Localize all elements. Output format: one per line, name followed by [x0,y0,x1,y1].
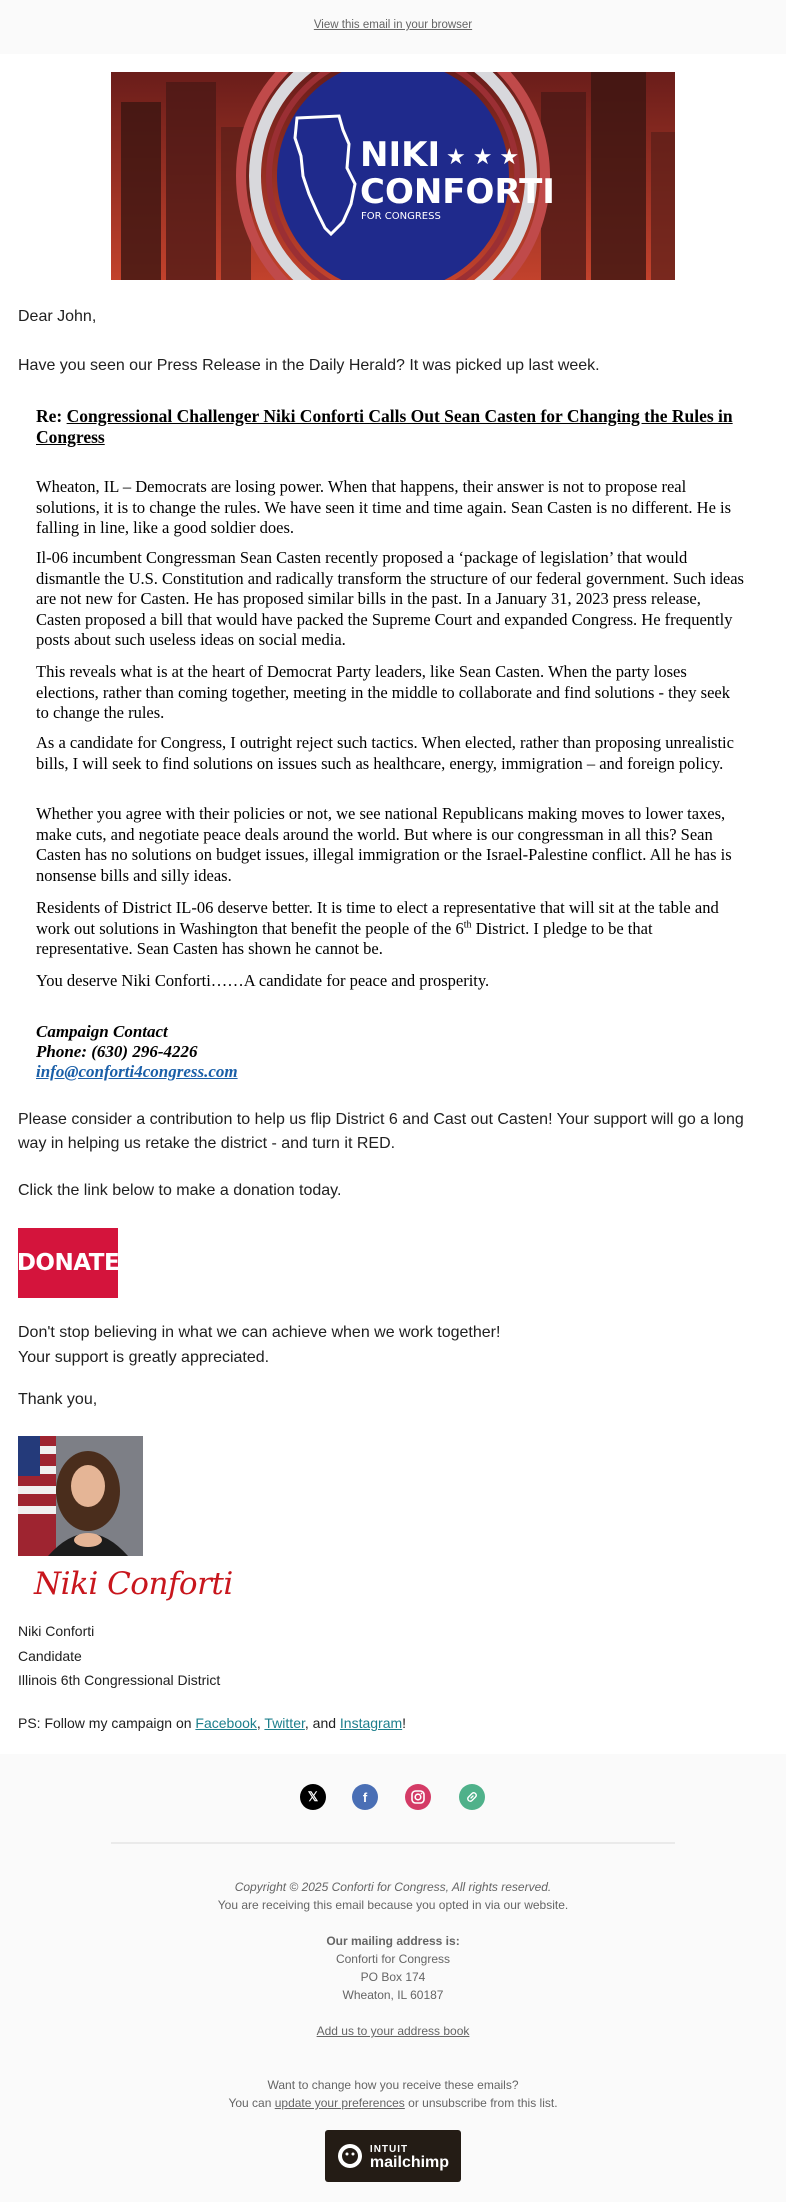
donate-button[interactable] [18,1228,118,1298]
candidate-photo [18,1436,143,1556]
address-line: Conforti for Congress [335,1952,451,1966]
ps-suffix: ! [402,1715,407,1731]
change-prompt-text: Want to change how you receive these emails? [267,2078,519,2092]
mailchimp-icon [337,2143,363,2169]
mailchimp-top: INTUIT [369,2144,409,2155]
signer-district: Illinois 6th Congressional District [18,1672,221,1688]
instagram-link[interactable]: Instagram [339,1715,403,1731]
click-link-text: Click the link below to make a donation today. [18,1182,342,1199]
believing-text: Don't stop believing in what we can achieve when we work together! [18,1324,501,1341]
thank-you-text: Thank you, [18,1391,98,1408]
contact-email-link[interactable]: info@conforti4congress.com [36,1062,238,1081]
ps-sep2: , and [304,1715,340,1731]
banner-tagline: FOR CONGRESS [361,211,441,222]
view-in-browser-bar [0,0,786,54]
mailchimp-badge[interactable] [325,2130,461,2182]
address-line: PO Box 174 [360,1970,426,1984]
footer-divider [111,1842,675,1844]
banner-graphic [111,72,675,280]
campaign-contact [36,1022,238,1082]
ps-prefix: PS: Follow my campaign on [18,1715,196,1731]
press-paragraph: You deserve Niki Conforti……A candidate for peace and prosperity. [36,971,490,990]
address-line: Wheaton, IL 60187 [342,1988,444,2002]
ps-line [18,1714,406,1732]
facebook-link[interactable]: Facebook [195,1715,257,1731]
banner-name-line2: CONFORTI [360,172,555,212]
contribution-text: Please consider a contribution to help us flip District 6 and Cast out Casten! Your support will go a long way in helping us retake the district - and turn it RED. [18,1111,744,1152]
ps-sep1: , [256,1715,265,1731]
preferences-line [0,2094,786,2112]
add-address-book-row [0,2022,786,2040]
you-can-text: You can [228,2096,275,2110]
update-preferences-link[interactable]: update your preferences [274,2096,405,2110]
mailchimp-wordmark [370,2143,449,2169]
facebook-icon[interactable]: f [352,1784,378,1810]
campaign-banner [111,72,675,280]
x-icon[interactable]: 𝕏 [300,1784,326,1810]
residents-before: Residents of District IL-06 deserve better. It is time to elect a representative that will sit at the table and work out solutions in Washington that benefit the people of the 6 [36,898,719,938]
press-paragraph: Il-06 incumbent Congressman Sean Casten recently proposed a ‘package of legislation’ that would dismantle the U.S. Constitution and radically transform the structure of our federal government. Such ideas are not new for Casten. He has proposed similar bills in the past. In a January 31, 2023 press release, Casten proposed a bill that would have packed the Supreme Court and expanded Congress. He frequently posts about such useless ideas on social media. [36,548,744,649]
signer-role: Candidate [18,1648,82,1664]
greeting: Dear John, [18,308,97,325]
press-paragraph: This reveals what is at the heart of Democrat Party leaders, like Sean Casten. When the party loses elections, rather than coming together, meeting in the middle to collaborate and find solutions - they seek to change the rules. [36,662,730,722]
residents-sup: th [463,919,472,930]
residents-after: District. I pledge to be that representative. Sean Casten has shown he cannot be. [36,918,653,958]
opted-in-text: You are receiving this email because you opted in via our website. [217,1898,569,1912]
donate-label: DONATE [16,1250,120,1276]
press-paragraph: Wheaton, IL – Democrats are losing power. When that happens, their answer is not to propose real solutions, it is to change the rules. We have seen it time and time again. Sean Casten is no different. He is falling in line, like a good soldier does. [36,477,732,537]
view-in-browser-link[interactable]: View this email in your browser [313,19,473,31]
press-paragraph-residents [36,898,746,960]
add-address-book-link[interactable]: Add us to your address book [316,2024,470,2038]
mailchimp-bottom: mailchimp [369,2154,450,2171]
link-icon[interactable] [459,1784,485,1810]
signature-script: Niki Conforti [34,1566,233,1602]
banner-name-line1: NIKI [360,135,441,175]
email-footer [0,1754,786,2202]
press-paragraph: Whether you agree with their policies or not, we see national Republicans making moves to lower taxes, make cuts, and negotiate peace deals around the world. But where is our congressman in all this? Sean Casten has no solutions on budget issues, illegal immigration or the Israel-Palestine conflict. All he has is nonsense bills and silly ideas. [36,804,732,885]
intro-line: Have you seen our Press Release in the Daily Herald? It was picked up last week. [18,357,600,374]
press-title-text: Congressional Challenger Niki Conforti Calls Out Sean Casten for Changing the Rules in Congress [36,406,733,447]
mailing-address-label: Our mailing address is: [326,1934,460,1948]
press-paragraph: As a candidate for Congress, I outright reject such tactics. When elected, rather than proposing unrealistic bills, I will seek to find solutions on issues such as healthcare, energy, immigration – and foreign policy. [36,733,734,773]
copyright-text: Copyright © 2025 Conforti for Congress, All rights reserved. [234,1880,552,1894]
re-prefix: Re: [36,406,67,426]
appreciated-text: Your support is greatly appreciated. [18,1349,270,1366]
unsubscribe-text: or unsubscribe from this list. [404,2096,558,2110]
banner-stars: ★ ★ ★ [446,145,520,170]
instagram-icon[interactable] [405,1784,431,1810]
signer-name: Niki Conforti [18,1623,95,1639]
contact-phone: Phone: (630) 296-4226 [36,1042,198,1061]
twitter-link[interactable]: Twitter [264,1715,305,1731]
contact-label: Campaign Contact [36,1022,168,1041]
press-release-title [36,406,746,448]
